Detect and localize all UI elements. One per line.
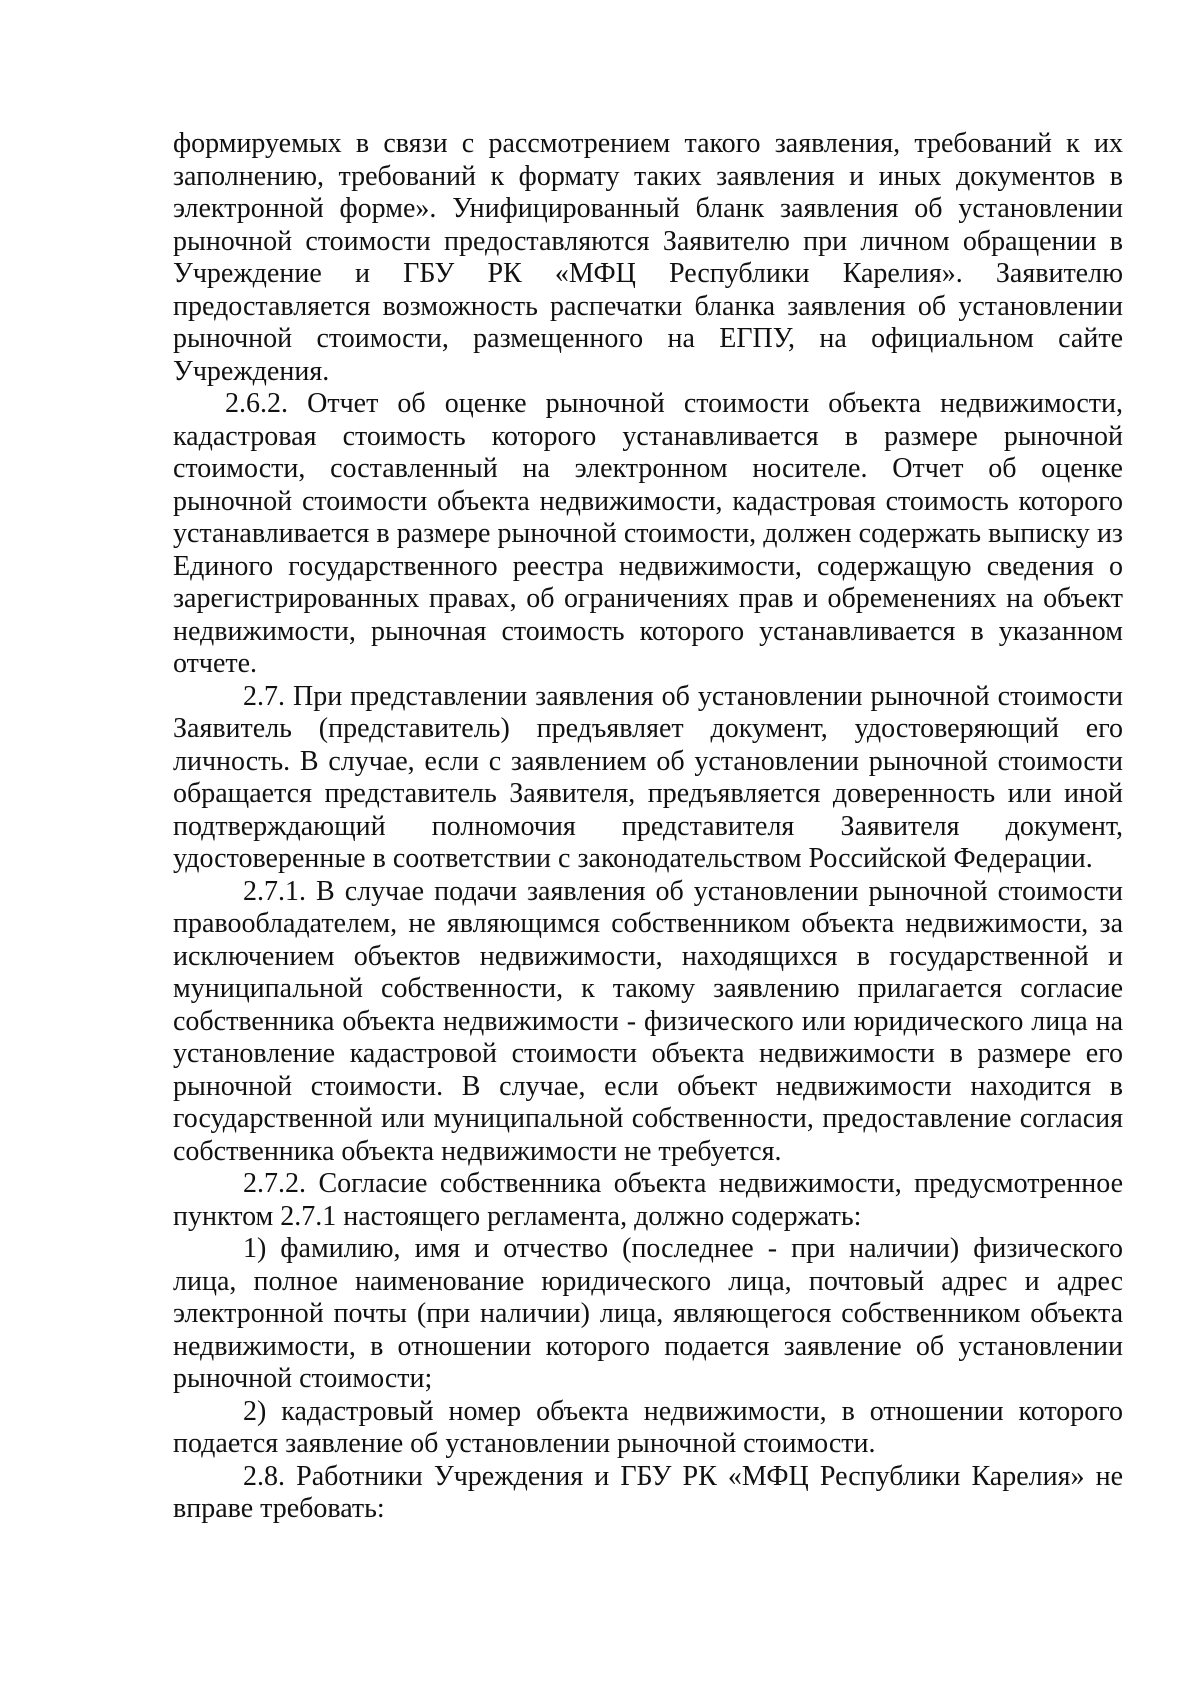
paragraph-2-7-2: 2.7.2. Согласие собственника объекта недвижимости, предусмотренное пунктом 2.7.1 настоящего регламента, должно содержать: [173,1168,1123,1232]
document-body [173,128,1123,1526]
paragraph-continuation: формируемых в связи с рассмотрением такого заявления, требований к их заполнению, требований к формату таких заявления и иных документов в электронной форме». Унифицированный бланк заявления об установлении рыночной стоимости предоставляются Заявителю при личном обращении в Учреждение и ГБУ РК «МФЦ Республики Карелия». Заявителю предоставляется возможность распечатки бланка заявления об установлении рыночной стоимости, размещенного на ЕГПУ, на официальном сайте Учреждения. [173,128,1123,387]
paragraph-2-7: 2.7. При представлении заявления об установлении рыночной стоимости Заявитель (представитель) предъявляет документ, удостоверяющий его личность. В случае, если с заявлением об установлении рыночной стоимости обращается представитель Заявителя, предъявляется доверенность или иной подтверждающий полномочия представителя Заявителя документ, удостоверенные в соответствии с законодательством Российской Федерации. [173,680,1123,874]
list-item-2: 2) кадастровый номер объекта недвижимости, в отношении которого подается заявление об установлении рыночной стоимости. [173,1395,1123,1459]
paragraph-2-7-1: 2.7.1. В случае подачи заявления об установлении рыночной стоимости правообладателем, не являющимся собственником объекта недвижимости, за исключением объектов недвижимости, находящихся в государственной и муниципальной собственности, к такому заявлению прилагается согласие собственника объекта недвижимости - физического или юридического лица на установление кадастровой стоимости объекта недвижимости в размере его рыночной стоимости. В случае, если объект недвижимости находится в государственной или муниципальной собственности, предоставление согласия собственника объекта недвижимости не требуется. [173,875,1123,1167]
paragraph-2-6-2: 2.6.2. Отчет об оценке рыночной стоимости объекта недвижимости, кадастровая стоимость которого устанавливается в размере рыночной стоимости, составленный на электронном носителе. Отчет об оценке рыночной стоимости объекта недвижимости, кадастровая стоимость которого устанавливается в размере рыночной стоимости, должен содержать выписку из Единого государственного реестра недвижимости, содержащую сведения о зарегистрированных правах, об ограничениях прав и обременениях на объект недвижимости, рыночная стоимость которого устанавливается в указанном отчете. [173,388,1123,679]
list-item-1: 1) фамилию, имя и отчество (последнее - при наличии) физического лица, полное наименование юридического лица, почтовый адрес и адрес электронной почты (при наличии) лица, являющегося собственником объекта недвижимости, в отношении которого подается заявление об установлении рыночной стоимости; [173,1233,1123,1394]
paragraph-2-8: 2.8. Работники Учреждения и ГБУ РК «МФЦ Республики Карелия» не вправе требовать: [173,1460,1123,1524]
